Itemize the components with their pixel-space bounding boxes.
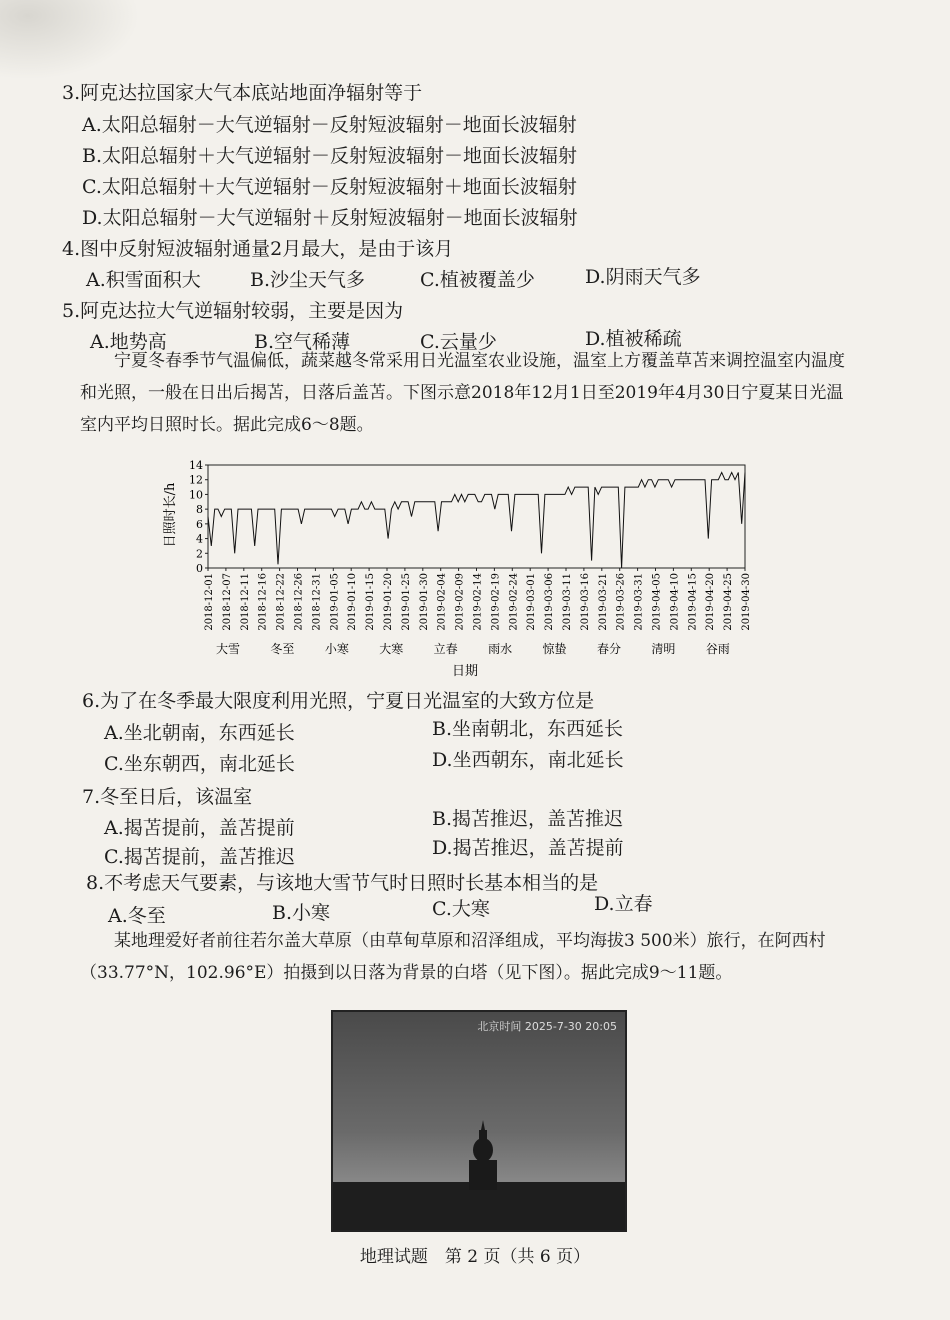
passage-greenhouse: 宁夏冬春季节气温偏低，蔬菜越冬常采用日光温室农业设施，温室上方覆盖草苫来调控温室内温度和光照，一般在日出后揭苫，日落后盖苫。下图示意2018年12月1日至2019年4月30日宁夏某日光温室内平均日照时长。据此完成6～8题。 xyxy=(80,351,845,435)
solar-term-label: 清明 xyxy=(651,642,676,656)
solar-term-label: 谷雨 xyxy=(705,642,730,656)
solar-term-label: 大雪 xyxy=(215,642,241,656)
q7-option-a: A.揭苫提前，盖苫提前 xyxy=(104,817,295,839)
q7-option-d: D.揭苫推迟，盖苫提前 xyxy=(432,837,624,859)
y-tick-label: 6 xyxy=(196,517,203,531)
q5-option-b: B.空气稀薄 xyxy=(254,331,351,353)
q6-option-b: B.坐南朝北，东西延长 xyxy=(432,718,624,740)
q7-option-b: B.揭苫推迟，盖苫推迟 xyxy=(432,808,624,830)
solar-term-label: 大寒 xyxy=(379,642,404,656)
q3-stem: 3.阿克达拉国家大气本底站地面净辐射等于 xyxy=(62,82,423,104)
sunshine-duration-series-line xyxy=(208,472,745,568)
x-tick-label: 2019-04-25 xyxy=(723,573,735,631)
x-tick-label: 2019-03-21 xyxy=(597,573,609,631)
x-tick-label: 2018-12-26 xyxy=(293,573,305,631)
solar-term-label: 春分 xyxy=(596,642,621,656)
x-tick-label: 2019-01-25 xyxy=(400,573,412,631)
q4-stem: 4.图中反射短波辐射通量2月最大，是由于该月 xyxy=(62,238,454,260)
y-tick-label: 12 xyxy=(189,473,203,487)
x-tick-label: 2018-12-01 xyxy=(204,573,215,631)
q3-option-c: C.太阳总辐射＋大气逆辐射－反射短波辐射＋地面长波辐射 xyxy=(82,176,577,198)
plot-frame xyxy=(208,465,745,568)
x-tick-label: 2019-01-05 xyxy=(329,573,341,631)
x-tick-label: 2019-03-26 xyxy=(615,573,627,631)
y-tick-label: 0 xyxy=(196,562,203,575)
x-tick-label: 2018-12-16 xyxy=(257,573,269,631)
solar-term-label: 小寒 xyxy=(324,642,349,656)
y-tick-label: 14 xyxy=(189,459,203,472)
x-tick-label: 2019-01-10 xyxy=(347,573,359,631)
q4-option-d: D.阴雨天气多 xyxy=(585,266,701,288)
q6-stem: 6.为了在冬季最大限度利用光照，宁夏日光温室的大致方位是 xyxy=(82,690,595,712)
x-tick-label: 2019-03-11 xyxy=(562,573,573,631)
x-tick-label: 2019-02-24 xyxy=(508,573,520,631)
x-tick-label: 2019-01-20 xyxy=(383,573,394,631)
y-axis-label: 日照时长/h xyxy=(163,482,178,548)
page-footer: 地理试题 第 2 页（共 6 页） xyxy=(359,1247,591,1267)
q8-option-a: A.冬至 xyxy=(108,905,166,927)
solar-term-label: 雨水 xyxy=(488,642,513,656)
x-tick-label: 2018-12-11 xyxy=(239,573,251,631)
x-tick-label: 2018-12-31 xyxy=(311,573,323,631)
y-tick-label: 8 xyxy=(196,503,203,517)
x-tick-label: 2019-02-04 xyxy=(436,573,448,631)
x-tick-label: 2019-04-15 xyxy=(687,573,699,631)
q8-stem: 8.不考虑天气要素，与该地大雪节气时日照时长基本相当的是 xyxy=(86,872,599,894)
q5-option-c: C.云量少 xyxy=(420,331,497,353)
solar-term-label: 冬至 xyxy=(270,642,295,656)
q8-option-d: D.立春 xyxy=(594,893,653,915)
x-tick-label: 2019-02-19 xyxy=(490,573,502,631)
q5-option-d: D.植被稀疏 xyxy=(585,328,682,350)
q6-option-d: D.坐西朝东，南北延长 xyxy=(432,749,624,771)
photo-timestamp: 北京时间 2025-7-30 20:05 xyxy=(477,1020,617,1033)
q4-option-a: A.积雪面积大 xyxy=(86,269,201,291)
x-tick-label: 2019-03-16 xyxy=(579,573,591,631)
passage-white-tower: 某地理爱好者前往若尔盖大草原（由草甸草原和沼泽组成，平均海拔3 500米）旅行，在阿西村（33.77°N，102.96°E）拍摄到以日落为背景的白塔（见下图）。据此完成9～11题。 xyxy=(80,931,826,983)
y-tick-label: 4 xyxy=(196,532,203,546)
x-tick-label: 2019-02-09 xyxy=(454,573,466,631)
q4-option-b: B.沙尘天气多 xyxy=(250,269,366,291)
solar-term-label: 惊蛰 xyxy=(542,642,567,656)
q6-option-a: A.坐北朝南，东西延长 xyxy=(104,722,295,744)
x-tick-label: 2019-03-01 xyxy=(526,573,538,631)
x-tick-label: 2019-04-30 xyxy=(741,573,752,631)
solar-term-label: 立春 xyxy=(433,642,458,656)
x-tick-label: 2019-03-31 xyxy=(633,573,645,631)
x-tick-label: 2019-01-30 xyxy=(418,573,430,631)
scan-smudge xyxy=(0,0,140,80)
x-tick-label: 2019-01-15 xyxy=(365,573,377,631)
q8-option-b: B.小寒 xyxy=(272,902,331,924)
x-tick-label: 2018-12-22 xyxy=(275,573,287,631)
x-tick-label: 2019-04-20 xyxy=(705,573,717,631)
q8-option-c: C.大寒 xyxy=(432,898,490,920)
x-tick-label: 2019-02-14 xyxy=(472,573,484,631)
white-tower-silhouette xyxy=(463,1120,503,1190)
q4-option-c: C.植被覆盖少 xyxy=(420,269,535,291)
q3-option-a: A.太阳总辐射－大气逆辐射－反射短波辐射－地面长波辐射 xyxy=(82,114,577,136)
q7-option-c: C.揭苫提前，盖苫推迟 xyxy=(104,846,295,868)
q5-option-a: A.地势高 xyxy=(90,331,167,353)
sunset-white-tower-photo xyxy=(331,1010,627,1232)
sunshine-duration-chart xyxy=(160,455,770,680)
y-tick-label: 2 xyxy=(196,547,203,561)
q6-option-c: C.坐东朝西，南北延长 xyxy=(104,753,295,775)
q3-option-b: B.太阳总辐射＋大气逆辐射－反射短波辐射－地面长波辐射 xyxy=(82,145,578,167)
x-tick-label: 2018-12-07 xyxy=(221,573,233,631)
x-tick-label: 2019-04-05 xyxy=(651,573,663,631)
x-axis-label: 日期 xyxy=(451,664,479,679)
x-tick-label: 2019-03-06 xyxy=(544,573,556,631)
q3-option-d: D.太阳总辐射－大气逆辐射＋反射短波辐射－地面长波辐射 xyxy=(82,207,578,229)
q5-stem: 5.阿克达拉大气逆辐射较弱，主要是因为 xyxy=(62,300,404,322)
q7-stem: 7.冬至日后，该温室 xyxy=(82,786,253,808)
x-tick-label: 2019-04-10 xyxy=(669,573,681,631)
y-tick-label: 10 xyxy=(189,488,203,502)
